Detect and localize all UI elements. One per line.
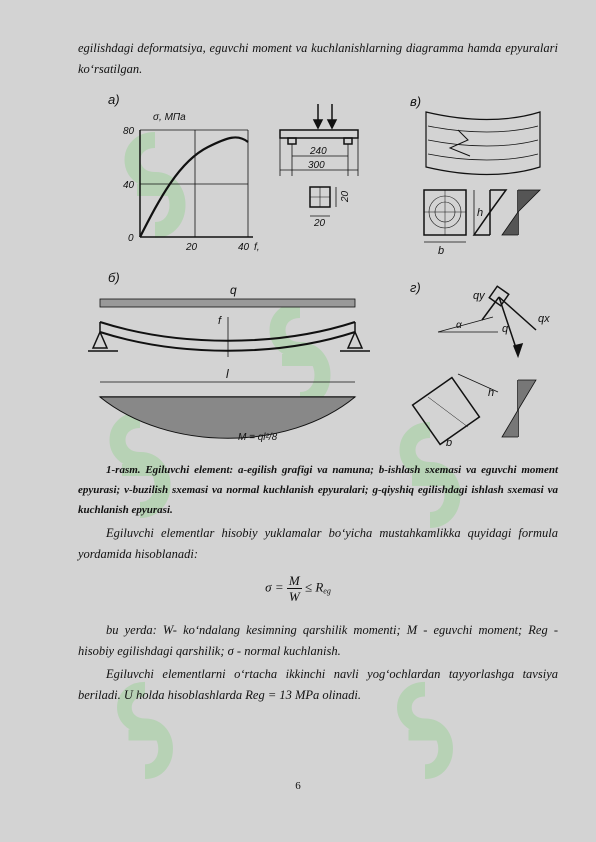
label-a: a) — [108, 92, 120, 107]
section-h: h — [477, 207, 484, 219]
beam-f: f — [218, 315, 222, 327]
y-tick-40: 40 — [123, 180, 135, 191]
paragraph-3: Egiluvchi elementlarni o‘rtacha ikkinchi navli yog‘ochlardan tayyorlashga tavsiya beriladi. U holda hisoblashlarda Reg = 13 MPa olinadi. — [78, 667, 558, 702]
formula-numerator: M — [288, 573, 300, 588]
formula-denominator: W — [288, 589, 300, 604]
page-number: 6 — [295, 780, 301, 792]
g-qy: qy — [473, 290, 485, 302]
formula-R: R — [315, 579, 324, 595]
g-h: h — [488, 387, 495, 399]
formula-fraction — [287, 573, 302, 604]
intro-paragraph: egilishdagi deformatsiya, eguvchi moment va kuchlanishlarning diagramma hamda epyuralari ko‘rsatilgan. — [78, 41, 558, 76]
paragraph-2: bu yerda: W- ko‘ndalang kesimning qarshilik momenti; M - eguvchi moment; Reg - hisobiy egilishdagi qarshilik; σ - normal kuchlanish. — [78, 623, 558, 658]
y-tick-0: 0 — [128, 233, 134, 244]
section-b: b — [438, 245, 445, 257]
formula-eq: = — [274, 579, 284, 595]
dim-240: 240 — [310, 146, 327, 157]
graph-y-label: σ, МПа — [153, 112, 186, 123]
formula-le: ≤ — [304, 579, 313, 595]
figure-1 — [78, 92, 558, 452]
formula-sigma: σ — [265, 579, 272, 595]
label-v: в) — [410, 94, 422, 109]
beam-l: l — [226, 367, 229, 381]
x-tick-40: 40 — [238, 242, 250, 253]
beam-q: q — [230, 283, 237, 297]
dim-20-side: 20 — [340, 190, 351, 202]
paragraph-1: Egiluvchi elementlar hisobiy yuklamalar bo‘yicha mustahkamlikka quyidagi formula yordamida hisoblanadi: — [78, 526, 558, 561]
label-g: г) — [410, 280, 421, 295]
g-qx: qx — [538, 313, 550, 325]
g-q: q — [502, 323, 509, 335]
label-b: б) — [108, 270, 120, 285]
y-tick-80: 80 — [123, 126, 135, 137]
g-alpha: α — [456, 320, 462, 331]
x-tick-20: 20 — [186, 242, 198, 253]
g-b: b — [446, 437, 453, 449]
moment-label: M = ql²/8 — [238, 432, 278, 443]
strength-formula — [0, 573, 596, 604]
dim-20-bottom: 20 — [314, 218, 326, 229]
formula-R-sub: eg — [323, 586, 331, 596]
dim-300: 300 — [308, 160, 325, 171]
figure-caption: 1-rasm. Egiluvchi element: a-egilish grafigi va namuna; b-ishlash sxemasi va eguvchi moment epyurasi; v-buzilish sxemasi va normal kuchlanish epyuralari; g-qiyshiq egilishdagi ishlash sxemasi va kuchlanish epyurasi. — [78, 464, 558, 516]
graph-x-label: f, — [254, 242, 260, 253]
